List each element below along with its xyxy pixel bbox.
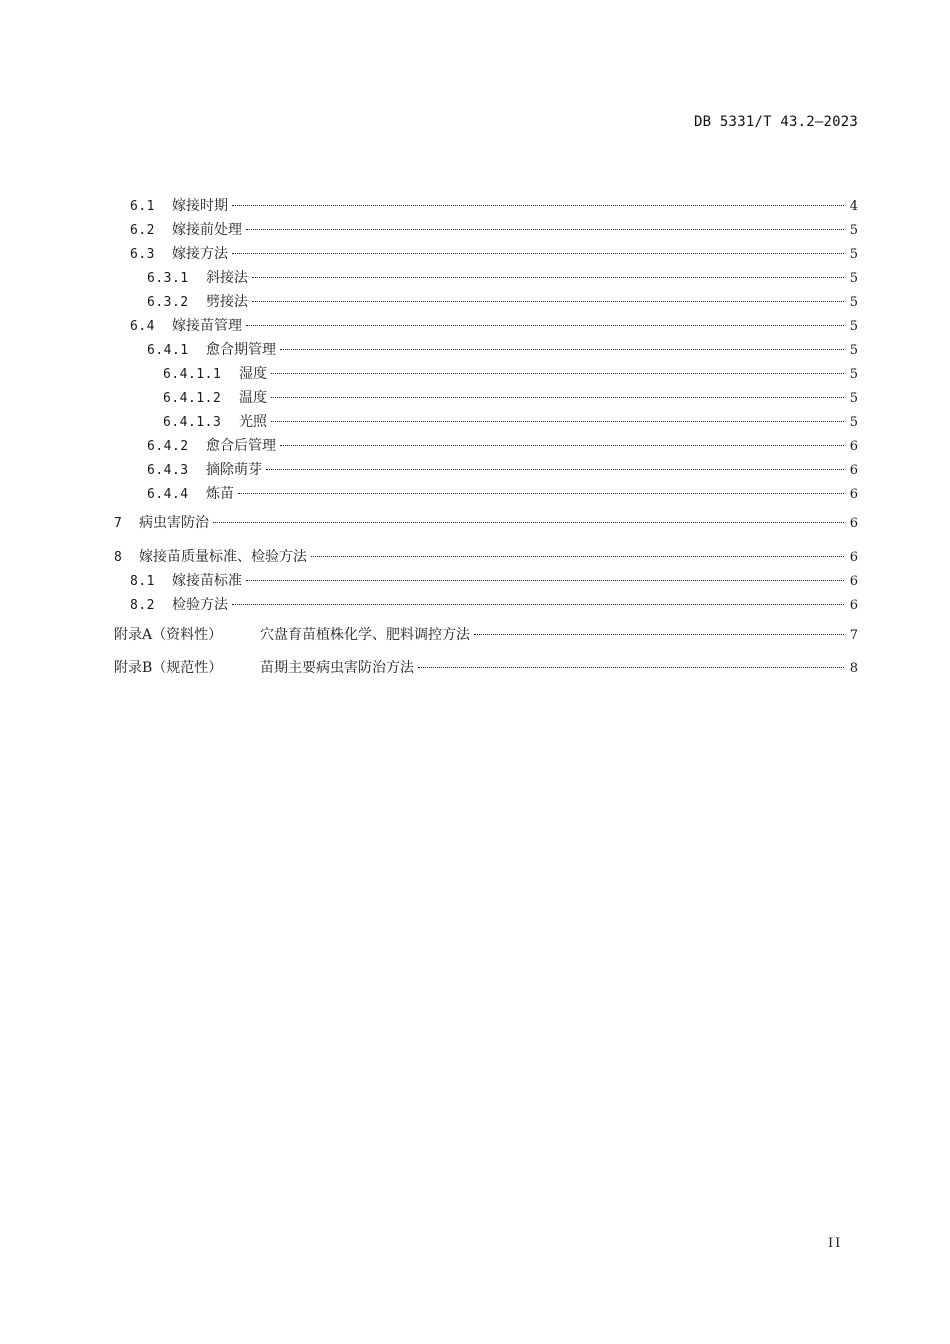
toc-entry-number: 8.1 (130, 574, 155, 589)
toc-entry-title: 穴盘育苗植株化学、肥料调控方法 (260, 627, 470, 643)
toc-entry-number: 6.4.3 (147, 463, 189, 478)
toc-entry-page: 6 (849, 463, 858, 478)
toc-entry-title: 病虫害防治 (139, 515, 209, 531)
toc-entry-page: 5 (849, 247, 858, 262)
toc-entry[interactable] (147, 484, 858, 504)
toc-entry-number: 6.4.2 (147, 439, 189, 454)
toc-entry-title: 检验方法 (172, 597, 228, 613)
toc-entry-number: 6.3.2 (147, 295, 189, 310)
toc-entry[interactable] (163, 388, 858, 408)
toc-entry[interactable] (130, 244, 858, 264)
toc-entry-page: 6 (849, 598, 858, 613)
toc-entry-number: 6.4.1.3 (163, 415, 222, 430)
toc-entry-page: 6 (849, 574, 858, 589)
dot-leader (271, 397, 844, 398)
toc-entry[interactable] (130, 595, 858, 615)
toc-entry-page: 5 (849, 223, 858, 238)
toc-entry-page: 5 (849, 319, 858, 334)
dot-leader (238, 493, 844, 494)
toc-entry[interactable] (114, 513, 858, 533)
toc-entry-page: 4 (849, 199, 858, 214)
dot-leader (232, 205, 844, 206)
toc-entry-title: 愈合期管理 (206, 342, 276, 358)
dot-leader (271, 373, 844, 374)
toc-entry-number: 6.4.1.2 (163, 391, 222, 406)
toc-entry[interactable] (147, 340, 858, 360)
toc-entry-number: 6.4.1.1 (163, 367, 222, 382)
toc-entry-page: 5 (849, 271, 858, 286)
dot-leader (252, 277, 844, 278)
toc-entry-number: 6.4.1 (147, 343, 189, 358)
dot-leader (418, 667, 844, 668)
toc-entry-number: 8 (114, 550, 123, 565)
toc-entry-title: 嫁接苗管理 (172, 318, 242, 334)
toc-entry-page: 5 (849, 415, 858, 430)
toc-entry-page: 5 (849, 391, 858, 406)
toc-entry[interactable] (130, 220, 858, 240)
dot-leader (252, 301, 844, 302)
dot-leader (232, 253, 844, 254)
toc-entry-page: 5 (849, 295, 858, 310)
toc-entry-page: 8 (849, 661, 858, 676)
toc-entry-number: 7 (114, 516, 123, 531)
page-number: II (828, 1236, 843, 1251)
toc-entry-page: 5 (849, 367, 858, 382)
toc-entry-page: 7 (849, 628, 858, 643)
toc-entry-page: 6 (849, 516, 858, 531)
dot-leader (280, 349, 844, 350)
toc-entry-title: 湿度 (239, 366, 267, 382)
toc-entry-title: 斜接法 (206, 270, 248, 286)
dot-leader (280, 445, 844, 446)
toc-entry-title: 苗期主要病虫害防治方法 (260, 660, 414, 676)
dot-leader (271, 421, 844, 422)
toc-entry-page: 6 (849, 487, 858, 502)
toc-entry-number: 附录B（规范性） (114, 660, 223, 676)
toc-entry[interactable] (114, 547, 858, 567)
toc-entry-number: 6.3 (130, 247, 155, 262)
dot-leader (311, 556, 844, 557)
toc-entry[interactable] (130, 571, 858, 591)
toc-entry-title: 嫁接苗标准 (172, 573, 242, 589)
toc-entry[interactable] (147, 436, 858, 456)
toc-entry-number: 6.4.4 (147, 487, 189, 502)
toc-entry-appendix[interactable] (114, 658, 858, 678)
toc-entry-page: 6 (849, 550, 858, 565)
toc-entry[interactable] (163, 364, 858, 384)
toc-entry[interactable] (147, 268, 858, 288)
toc-entry-page: 6 (849, 439, 858, 454)
toc-entry[interactable] (130, 316, 858, 336)
toc-entry-title: 嫁接方法 (172, 246, 228, 262)
toc-entry-title: 嫁接时期 (172, 198, 228, 214)
dot-leader (232, 604, 844, 605)
dot-leader (213, 522, 844, 523)
toc-entry-number: 6.1 (130, 199, 155, 214)
toc-entry-title: 炼苗 (206, 486, 234, 502)
toc-entry-number: 6.3.1 (147, 271, 189, 286)
toc-entry-title: 嫁接前处理 (172, 222, 242, 238)
toc-entry[interactable] (130, 196, 858, 216)
toc-entry-title: 嫁接苗质量标准、检验方法 (139, 549, 307, 565)
toc-entry-title: 愈合后管理 (206, 438, 276, 454)
toc-entry-title: 光照 (239, 414, 267, 430)
toc-entry-number: 附录A（资料性） (114, 627, 223, 643)
dot-leader (266, 469, 844, 470)
toc-entry[interactable] (163, 412, 858, 432)
dot-leader (246, 580, 844, 581)
toc-entry-number: 6.2 (130, 223, 155, 238)
toc-entry-appendix[interactable] (114, 625, 858, 645)
dot-leader (246, 325, 844, 326)
document-code: DB 5331/T 43.2—2023 (694, 114, 858, 130)
toc-entry[interactable] (147, 292, 858, 312)
toc-entry-number: 6.4 (130, 319, 155, 334)
toc-entry-title: 温度 (239, 390, 267, 406)
toc-entry-title: 劈接法 (206, 294, 248, 310)
toc-entry-number: 8.2 (130, 598, 155, 613)
toc-entry-title: 摘除萌芽 (206, 462, 262, 478)
toc-entry[interactable] (147, 460, 858, 480)
dot-leader (474, 634, 844, 635)
toc-entry-page: 5 (849, 343, 858, 358)
dot-leader (246, 229, 844, 230)
